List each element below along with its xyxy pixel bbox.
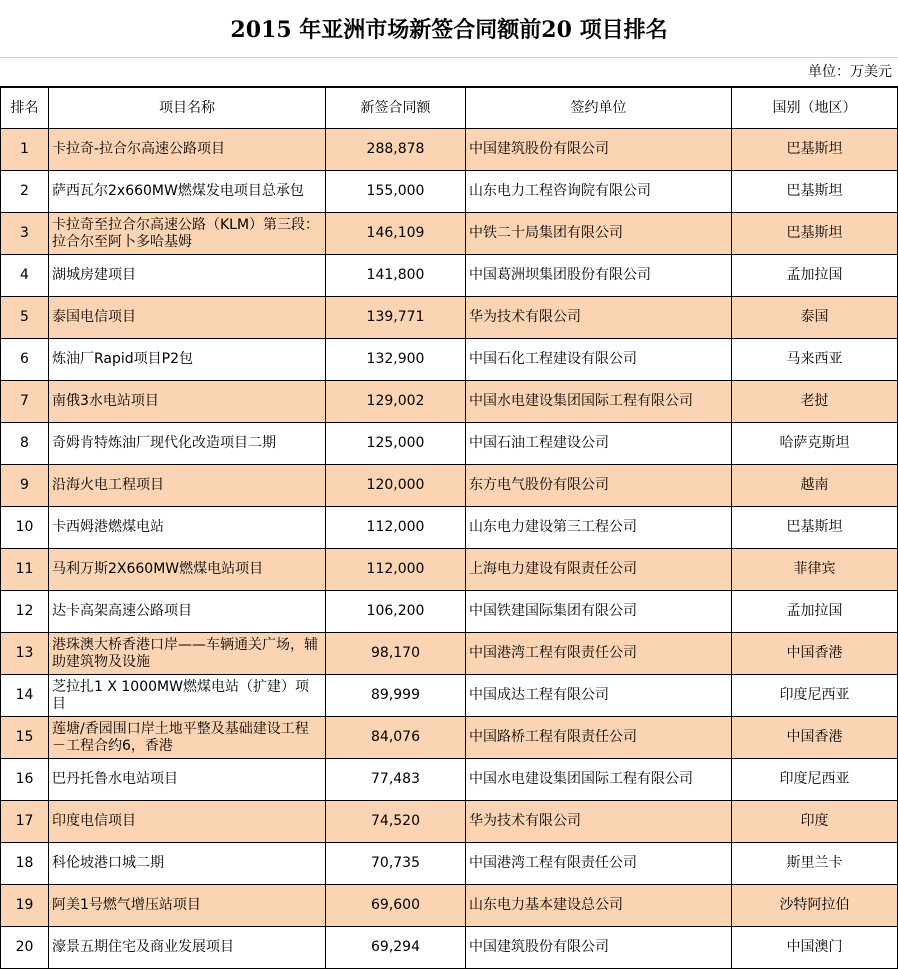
cell-company: 中国成达工程有限公司 bbox=[466, 675, 732, 717]
cell-country: 老挝 bbox=[732, 381, 898, 423]
cell-country: 中国香港 bbox=[732, 633, 898, 675]
cell-amount: 141,800 bbox=[326, 255, 466, 297]
cell-company: 东方电气股份有限公司 bbox=[466, 465, 732, 507]
table-row bbox=[1, 843, 898, 885]
cell-rank: 3 bbox=[1, 213, 49, 255]
cell-country: 孟加拉国 bbox=[732, 255, 898, 297]
header-rank: 排名 bbox=[1, 87, 49, 129]
cell-rank: 13 bbox=[1, 633, 49, 675]
cell-project-name: 马利万斯2X660MW燃煤电站项目 bbox=[49, 549, 326, 591]
table-row bbox=[1, 297, 898, 339]
cell-rank: 10 bbox=[1, 507, 49, 549]
cell-company: 山东电力建设第三工程公司 bbox=[466, 507, 732, 549]
header-name: 项目名称 bbox=[49, 87, 326, 129]
cell-amount: 112,000 bbox=[326, 549, 466, 591]
cell-rank: 18 bbox=[1, 843, 49, 885]
cell-rank: 6 bbox=[1, 339, 49, 381]
header-country: 国别（地区） bbox=[732, 87, 898, 129]
header-amount: 新签合同额 bbox=[326, 87, 466, 129]
cell-company: 中国路桥工程有限责任公司 bbox=[466, 717, 732, 759]
cell-amount: 74,520 bbox=[326, 801, 466, 843]
cell-project-name: 莲塘/香园围口岸土地平整及基础建设工程－工程合约6，香港 bbox=[49, 717, 326, 759]
cell-project-name: 卡拉奇至拉合尔高速公路（KLM）第三段：拉合尔至阿卜多哈基姆 bbox=[49, 213, 326, 255]
cell-project-name: 印度电信项目 bbox=[49, 801, 326, 843]
table-row bbox=[1, 633, 898, 675]
cell-company: 中国水电建设集团国际工程有限公司 bbox=[466, 759, 732, 801]
cell-rank: 5 bbox=[1, 297, 49, 339]
ranking-table bbox=[0, 86, 898, 969]
table-row bbox=[1, 801, 898, 843]
cell-project-name: 卡西姆港燃煤电站 bbox=[49, 507, 326, 549]
cell-company: 华为技术有限公司 bbox=[466, 297, 732, 339]
cell-amount: 106,200 bbox=[326, 591, 466, 633]
cell-country: 印度 bbox=[732, 801, 898, 843]
cell-country: 中国香港 bbox=[732, 717, 898, 759]
cell-company: 华为技术有限公司 bbox=[466, 801, 732, 843]
cell-rank: 14 bbox=[1, 675, 49, 717]
table-row bbox=[1, 339, 898, 381]
cell-rank: 11 bbox=[1, 549, 49, 591]
cell-project-name: 南俄3水电站项目 bbox=[49, 381, 326, 423]
header-company: 签约单位 bbox=[466, 87, 732, 129]
cell-country: 斯里兰卡 bbox=[732, 843, 898, 885]
cell-project-name: 沿海火电工程项目 bbox=[49, 465, 326, 507]
cell-project-name: 泰国电信项目 bbox=[49, 297, 326, 339]
cell-country: 哈萨克斯坦 bbox=[732, 423, 898, 465]
cell-project-name: 芝拉扎1 X 1000MW燃煤电站（扩建）项目 bbox=[49, 675, 326, 717]
table-row bbox=[1, 927, 898, 969]
cell-country: 泰国 bbox=[732, 297, 898, 339]
cell-project-name: 卡拉奇-拉合尔高速公路项目 bbox=[49, 129, 326, 171]
cell-rank: 19 bbox=[1, 885, 49, 927]
cell-rank: 17 bbox=[1, 801, 49, 843]
cell-country: 巴基斯坦 bbox=[732, 213, 898, 255]
table-row bbox=[1, 885, 898, 927]
unit-label: 单位：万美元 bbox=[808, 64, 892, 80]
cell-company: 中国葛洲坝集团股份有限公司 bbox=[466, 255, 732, 297]
table-row bbox=[1, 255, 898, 297]
cell-project-name: 巴丹托鲁水电站项目 bbox=[49, 759, 326, 801]
page-title: 2015 年亚洲市场新签合同额前20 项目排名 bbox=[0, 0, 898, 58]
table-row bbox=[1, 213, 898, 255]
cell-company: 上海电力建设有限责任公司 bbox=[466, 549, 732, 591]
cell-amount: 155,000 bbox=[326, 171, 466, 213]
cell-company: 中国铁建国际集团有限公司 bbox=[466, 591, 732, 633]
table-header-row bbox=[1, 87, 898, 129]
cell-rank: 9 bbox=[1, 465, 49, 507]
cell-company: 山东电力工程咨询院有限公司 bbox=[466, 171, 732, 213]
cell-company: 中国建筑股份有限公司 bbox=[466, 129, 732, 171]
cell-amount: 84,076 bbox=[326, 717, 466, 759]
cell-company: 中铁二十局集团有限公司 bbox=[466, 213, 732, 255]
cell-company: 中国石化工程建设有限公司 bbox=[466, 339, 732, 381]
table-row bbox=[1, 129, 898, 171]
cell-company: 山东电力基本建设总公司 bbox=[466, 885, 732, 927]
cell-country: 印度尼西亚 bbox=[732, 675, 898, 717]
cell-rank: 15 bbox=[1, 717, 49, 759]
table-row bbox=[1, 717, 898, 759]
cell-rank: 1 bbox=[1, 129, 49, 171]
cell-country: 马来西亚 bbox=[732, 339, 898, 381]
cell-amount: 69,294 bbox=[326, 927, 466, 969]
cell-amount: 288,878 bbox=[326, 129, 466, 171]
table-row bbox=[1, 507, 898, 549]
cell-amount: 139,771 bbox=[326, 297, 466, 339]
cell-project-name: 萨西瓦尔2x660MW燃煤发电项目总承包 bbox=[49, 171, 326, 213]
cell-company: 中国港湾工程有限责任公司 bbox=[466, 633, 732, 675]
cell-amount: 132,900 bbox=[326, 339, 466, 381]
table-row bbox=[1, 423, 898, 465]
cell-company: 中国港湾工程有限责任公司 bbox=[466, 843, 732, 885]
cell-project-name: 湖城房建项目 bbox=[49, 255, 326, 297]
cell-rank: 7 bbox=[1, 381, 49, 423]
cell-amount: 146,109 bbox=[326, 213, 466, 255]
cell-company: 中国建筑股份有限公司 bbox=[466, 927, 732, 969]
table-row bbox=[1, 675, 898, 717]
cell-project-name: 港珠澳大桥香港口岸——车辆通关广场，辅助建筑物及设施 bbox=[49, 633, 326, 675]
cell-rank: 12 bbox=[1, 591, 49, 633]
cell-rank: 8 bbox=[1, 423, 49, 465]
cell-country: 中国澳门 bbox=[732, 927, 898, 969]
table-row bbox=[1, 591, 898, 633]
cell-country: 巴基斯坦 bbox=[732, 129, 898, 171]
table-row bbox=[1, 381, 898, 423]
cell-project-name: 阿美1号燃气增压站项目 bbox=[49, 885, 326, 927]
table-row bbox=[1, 465, 898, 507]
cell-project-name: 濠景五期住宅及商业发展项目 bbox=[49, 927, 326, 969]
cell-amount: 70,735 bbox=[326, 843, 466, 885]
cell-rank: 20 bbox=[1, 927, 49, 969]
cell-amount: 69,600 bbox=[326, 885, 466, 927]
cell-project-name: 奇姆肯特炼油厂现代化改造项目二期 bbox=[49, 423, 326, 465]
table-body bbox=[1, 129, 898, 969]
cell-project-name: 达卡高架高速公路项目 bbox=[49, 591, 326, 633]
cell-amount: 89,999 bbox=[326, 675, 466, 717]
cell-country: 巴基斯坦 bbox=[732, 171, 898, 213]
cell-company: 中国石油工程建设公司 bbox=[466, 423, 732, 465]
cell-rank: 4 bbox=[1, 255, 49, 297]
cell-amount: 125,000 bbox=[326, 423, 466, 465]
cell-country: 印度尼西亚 bbox=[732, 759, 898, 801]
table-row bbox=[1, 549, 898, 591]
table-row bbox=[1, 171, 898, 213]
cell-project-name: 科伦坡港口城二期 bbox=[49, 843, 326, 885]
cell-country: 巴基斯坦 bbox=[732, 507, 898, 549]
cell-project-name: 炼油厂Rapid项目P2包 bbox=[49, 339, 326, 381]
cell-amount: 129,002 bbox=[326, 381, 466, 423]
table-row bbox=[1, 759, 898, 801]
cell-company: 中国水电建设集团国际工程有限公司 bbox=[466, 381, 732, 423]
cell-country: 沙特阿拉伯 bbox=[732, 885, 898, 927]
cell-amount: 120,000 bbox=[326, 465, 466, 507]
cell-rank: 2 bbox=[1, 171, 49, 213]
cell-amount: 77,483 bbox=[326, 759, 466, 801]
cell-amount: 98,170 bbox=[326, 633, 466, 675]
cell-country: 菲律宾 bbox=[732, 549, 898, 591]
cell-country: 越南 bbox=[732, 465, 898, 507]
cell-country: 孟加拉国 bbox=[732, 591, 898, 633]
cell-rank: 16 bbox=[1, 759, 49, 801]
cell-amount: 112,000 bbox=[326, 507, 466, 549]
